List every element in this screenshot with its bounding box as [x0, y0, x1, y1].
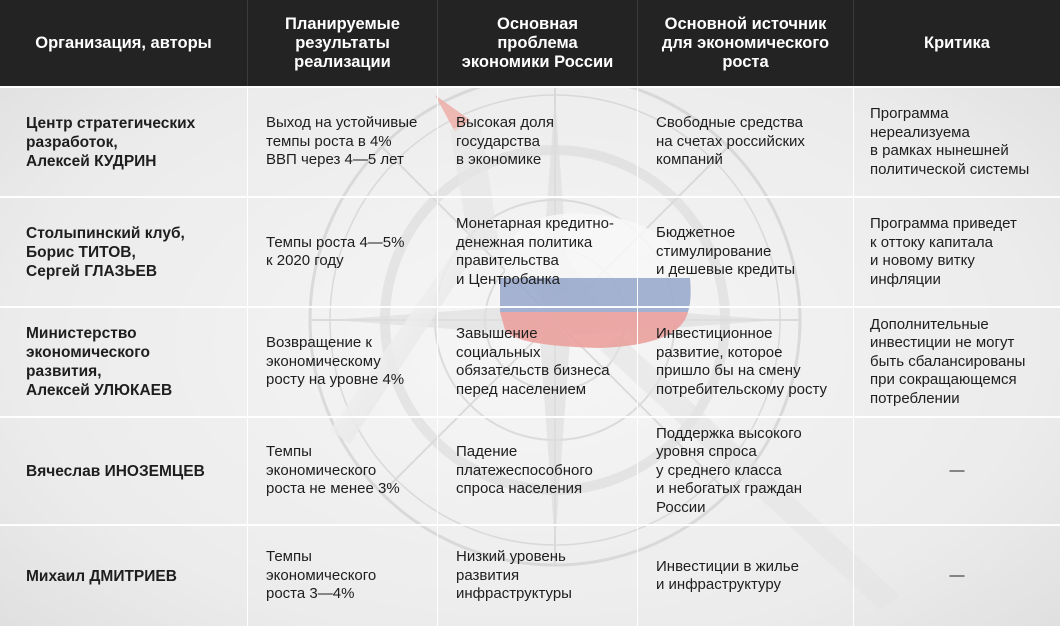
table-row: [0, 86, 1060, 196]
header-organization: Организация, авторы: [0, 0, 247, 86]
cell-results: Темпы роста 4—5% к 2020 году: [247, 196, 437, 306]
header-row: [0, 0, 1060, 86]
cell-critique: —: [853, 524, 1060, 626]
header-growth-source: Основной источник для экономического роста: [637, 0, 853, 86]
cell-critique: Дополнительные инвестиции не могут быть сбалансированы при сокращающемся потреблении: [853, 306, 1060, 416]
header-main-problem: Основная проблема экономики России: [437, 0, 637, 86]
table-row: [0, 524, 1060, 626]
table-row: [0, 196, 1060, 306]
header-planned-results: Планируемые результаты реализации: [247, 0, 437, 86]
cell-critique: —: [853, 416, 1060, 524]
cell-problem: Падение платежеспособного спроса населения: [437, 416, 637, 524]
cell-results: Возвращение к экономическому росту на уровне 4%: [247, 306, 437, 416]
cell-results: Темпы экономического роста не менее 3%: [247, 416, 437, 524]
cell-critique: Программа нереализуема в рамках нынешней политической системы: [853, 86, 1060, 196]
cell-organization: Министерство экономического развития, Алексей УЛЮКАЕВ: [0, 306, 247, 416]
cell-organization: Столыпинский клуб, Борис ТИТОВ, Сергей ГЛАЗЬЕВ: [0, 196, 247, 306]
cell-problem: Высокая доля государства в экономике: [437, 86, 637, 196]
cell-organization: Вячеслав ИНОЗЕМЦЕВ: [0, 416, 247, 524]
cell-source: Свободные средства на счетах российских компаний: [637, 86, 853, 196]
table-row: [0, 306, 1060, 416]
cell-organization: Михаил ДМИТРИЕВ: [0, 524, 247, 626]
cell-problem: Завышение социальных обязательств бизнеса перед населением: [437, 306, 637, 416]
cell-source: Инвестиции в жилье и инфраструктуру: [637, 524, 853, 626]
cell-problem: Монетарная кредитно- денежная политика правительства и Центробанка: [437, 196, 637, 306]
cell-problem: Низкий уровень развития инфраструктуры: [437, 524, 637, 626]
table-row: [0, 416, 1060, 524]
cell-organization: Центр стратегических разработок, Алексей КУДРИН: [0, 86, 247, 196]
cell-source: Бюджетное стимулирование и дешевые кредиты: [637, 196, 853, 306]
header-critique: Критика: [853, 0, 1060, 86]
cell-results: Темпы экономического роста 3—4%: [247, 524, 437, 626]
cell-critique: Программа приведет к оттоку капитала и новому витку инфляции: [853, 196, 1060, 306]
cell-source: Поддержка высокого уровня спроса у среднего класса и небогатых граждан России: [637, 416, 853, 524]
cell-results: Выход на устойчивые темпы роста в 4% ВВП через 4—5 лет: [247, 86, 437, 196]
cell-source: Инвестиционное развитие, которое пришло бы на смену потребительскому росту: [637, 306, 853, 416]
